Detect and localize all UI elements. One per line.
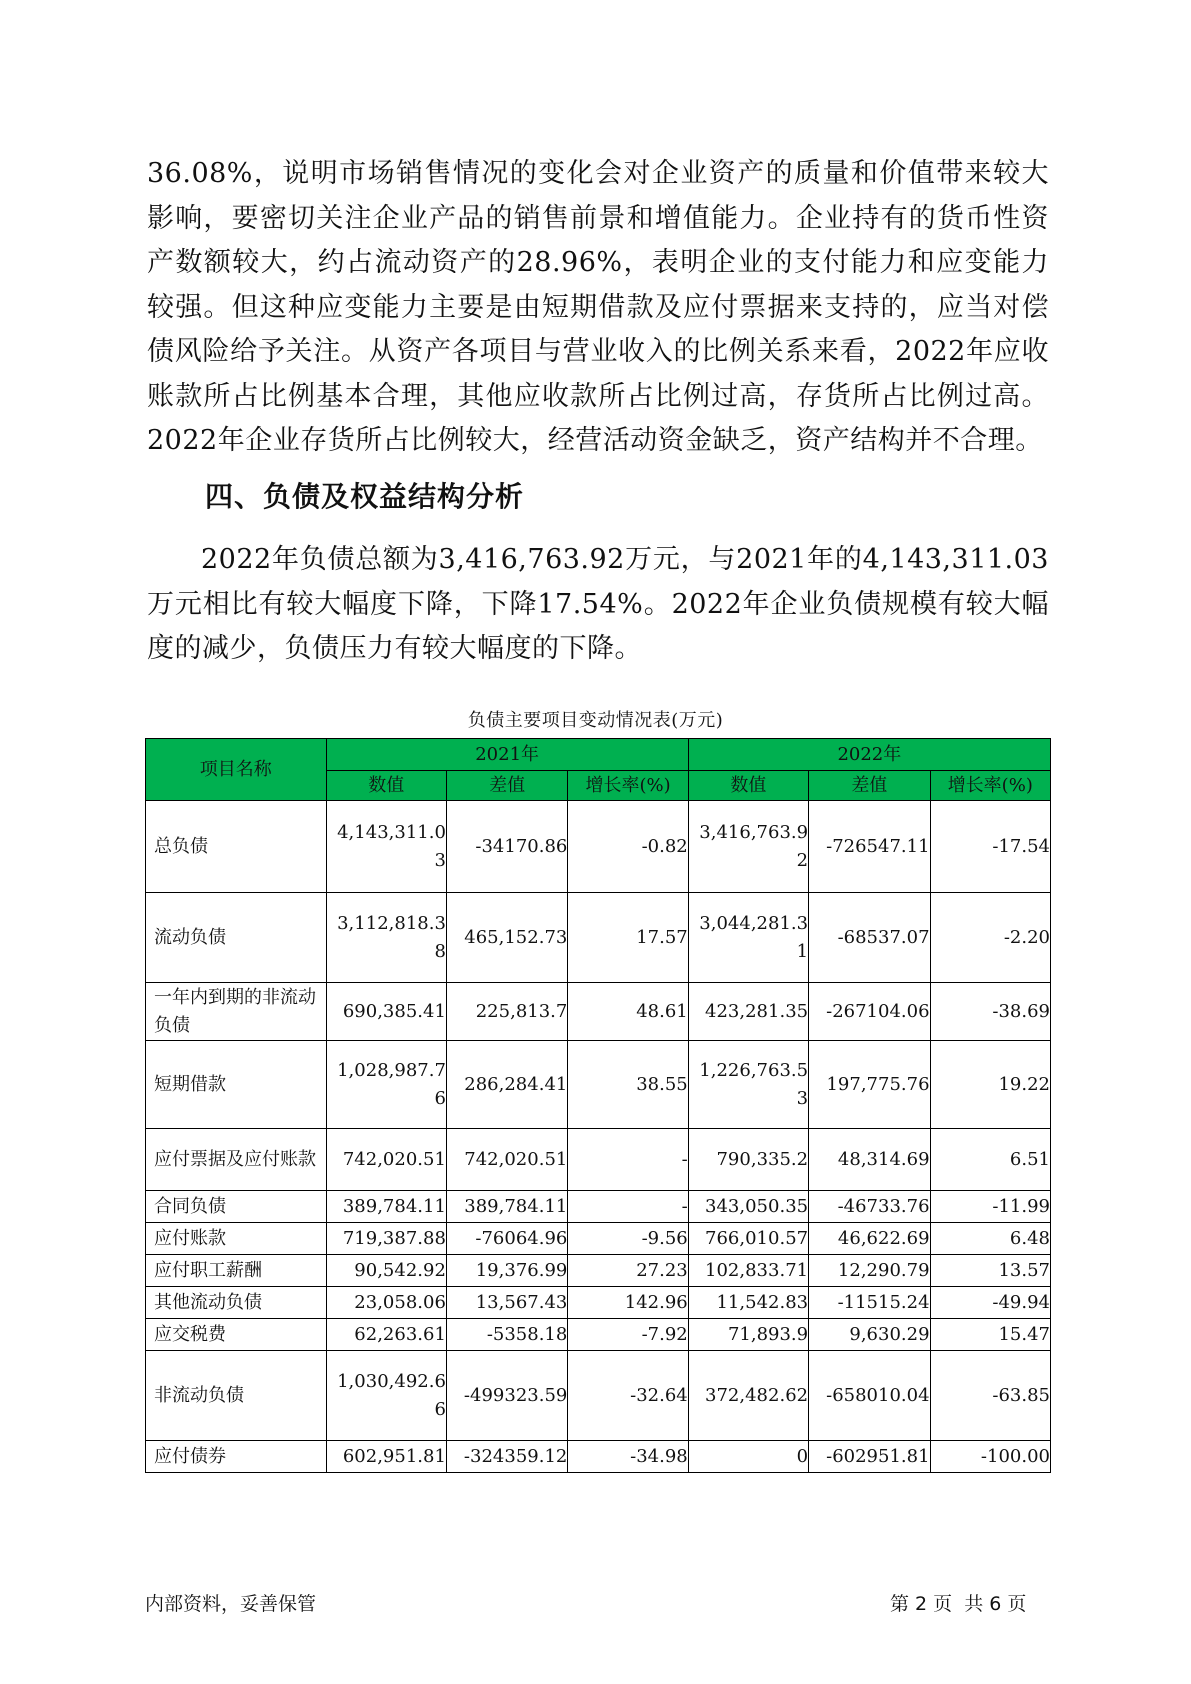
row-item-name: 流动负债 <box>146 893 327 983</box>
cell-growth-2021: 17.57 <box>568 893 688 983</box>
cell-diff-2022: -726547.11 <box>809 801 930 893</box>
header-year-2021: 2021年 <box>326 739 688 771</box>
cell-growth-2022: 6.48 <box>930 1223 1050 1255</box>
cell-diff-2022: 9,630.29 <box>809 1319 930 1351</box>
row-item-name: 应付职工薪酬 <box>146 1255 327 1287</box>
cell-value-2022: 0 <box>688 1441 808 1473</box>
table-row <box>146 1287 1051 1319</box>
cell-growth-2021: 142.96 <box>568 1287 688 1319</box>
cell-growth-2022: -11.99 <box>930 1191 1050 1223</box>
cell-value-2021: 4,143,311.03 <box>326 801 446 893</box>
cell-value-2022: 11,542.83 <box>688 1287 808 1319</box>
row-item-name: 短期借款 <box>146 1041 327 1129</box>
table-row <box>146 1191 1051 1223</box>
row-item-name: 应付票据及应付账款 <box>146 1129 327 1191</box>
cell-diff-2021: 13,567.43 <box>446 1287 567 1319</box>
cell-growth-2021: - <box>568 1129 688 1191</box>
body-paragraph-1: 36.08%，说明市场销售情况的变化会对企业资产的质量和价值带来较大影响，要密切关注企业产品的销售前景和增值能力。企业持有的货币性资产数额较大，约占流动资产的28.96%，表明企业的支付能力和应变能力较强。但这种应变能力主要是由短期借款及应付票据来支持的，应当对偿债风险给予关注。从资产各项目与营业收入的比例关系来看，2022年应收账款所占比例基本合理，其他应收款所占比例过高，存货所占比例过高。2022年企业存货所占比例较大，经营活动资金缺乏，资产结构并不合理。 <box>147 158 1049 456</box>
cell-value-2021: 3,112,818.38 <box>326 893 446 983</box>
cell-diff-2022: -602951.81 <box>809 1441 930 1473</box>
table-row <box>146 983 1051 1041</box>
row-item-name: 应付账款 <box>146 1223 327 1255</box>
cell-diff-2022: -11515.24 <box>809 1287 930 1319</box>
cell-growth-2021: -7.92 <box>568 1319 688 1351</box>
cell-diff-2022: -658010.04 <box>809 1351 930 1441</box>
table-row <box>146 893 1051 983</box>
cell-value-2022: 343,050.35 <box>688 1191 808 1223</box>
cell-value-2021: 389,784.11 <box>326 1191 446 1223</box>
cell-diff-2022: 46,622.69 <box>809 1223 930 1255</box>
cell-diff-2022: -267104.06 <box>809 983 930 1041</box>
cell-growth-2022: -2.20 <box>930 893 1050 983</box>
cell-diff-2022: -68537.07 <box>809 893 930 983</box>
cell-value-2022: 102,833.71 <box>688 1255 808 1287</box>
cell-growth-2021: -9.56 <box>568 1223 688 1255</box>
cell-value-2022: 3,044,281.31 <box>688 893 808 983</box>
cell-growth-2022: -100.00 <box>930 1441 1050 1473</box>
row-item-name: 其他流动负债 <box>146 1287 327 1319</box>
cell-diff-2021: -34170.86 <box>446 801 567 893</box>
cell-value-2021: 719,387.88 <box>326 1223 446 1255</box>
row-item-name: 非流动负债 <box>146 1351 327 1441</box>
cell-value-2022: 766,010.57 <box>688 1223 808 1255</box>
cell-diff-2022: 197,775.76 <box>809 1041 930 1129</box>
section-heading: 四、负债及权益结构分析 <box>205 480 525 513</box>
cell-diff-2021: 465,152.73 <box>446 893 567 983</box>
cell-diff-2021: -324359.12 <box>446 1441 567 1473</box>
cell-diff-2021: 286,284.41 <box>446 1041 567 1129</box>
cell-growth-2022: -38.69 <box>930 983 1050 1041</box>
cell-diff-2021: -76064.96 <box>446 1223 567 1255</box>
row-item-name: 总负债 <box>146 801 327 893</box>
cell-growth-2021: -34.98 <box>568 1441 688 1473</box>
table-row <box>146 1441 1051 1473</box>
table-caption: 负债主要项目变动情况表(万元) <box>467 710 724 731</box>
cell-diff-2021: 225,813.7 <box>446 983 567 1041</box>
cell-value-2022: 71,893.9 <box>688 1319 808 1351</box>
cell-growth-2022: -17.54 <box>930 801 1050 893</box>
cell-diff-2022: 48,314.69 <box>809 1129 930 1191</box>
footer-confidential-note: 内部资料，妥善保管 <box>145 1593 317 1615</box>
cell-value-2021: 742,020.51 <box>326 1129 446 1191</box>
cell-value-2021: 1,028,987.76 <box>326 1041 446 1129</box>
cell-growth-2021: -0.82 <box>568 801 688 893</box>
cell-value-2021: 1,030,492.66 <box>326 1351 446 1441</box>
cell-diff-2022: -46733.76 <box>809 1191 930 1223</box>
cell-value-2021: 62,263.61 <box>326 1319 446 1351</box>
cell-value-2021: 23,058.06 <box>326 1287 446 1319</box>
header-year-2022: 2022年 <box>688 739 1050 771</box>
table-row <box>146 1351 1051 1441</box>
cell-growth-2021: 38.55 <box>568 1041 688 1129</box>
cell-growth-2022: 13.57 <box>930 1255 1050 1287</box>
cell-value-2022: 3,416,763.92 <box>688 801 808 893</box>
cell-value-2022: 372,482.62 <box>688 1351 808 1441</box>
header-growth-2021: 增长率(%) <box>568 771 688 801</box>
cell-value-2022: 423,281.35 <box>688 983 808 1041</box>
cell-diff-2021: -499323.59 <box>446 1351 567 1441</box>
table-row <box>146 1319 1051 1351</box>
header-diff-2022: 差值 <box>809 771 930 801</box>
header-item-name: 项目名称 <box>146 739 327 801</box>
table-row <box>146 1255 1051 1287</box>
table-row <box>146 1129 1051 1191</box>
cell-growth-2021: - <box>568 1191 688 1223</box>
liability-table <box>145 738 1051 1473</box>
row-item-name: 合同负债 <box>146 1191 327 1223</box>
cell-value-2022: 1,226,763.53 <box>688 1041 808 1129</box>
body-paragraph-2: 2022年负债总额为3,416,763.92万元，与2021年的4,143,311.03万元相比有较大幅度下降，下降17.54%。2022年企业负债规模有较大幅度的减少，负债压力有较大幅度的下降。 <box>147 544 1049 664</box>
header-value-2022: 数值 <box>688 771 808 801</box>
cell-growth-2021: -32.64 <box>568 1351 688 1441</box>
cell-growth-2021: 27.23 <box>568 1255 688 1287</box>
cell-growth-2022: 6.51 <box>930 1129 1050 1191</box>
cell-value-2021: 690,385.41 <box>326 983 446 1041</box>
cell-growth-2022: 19.22 <box>930 1041 1050 1129</box>
header-growth-2022: 增长率(%) <box>930 771 1050 801</box>
cell-diff-2022: 12,290.79 <box>809 1255 930 1287</box>
cell-value-2021: 602,951.81 <box>326 1441 446 1473</box>
cell-growth-2022: -63.85 <box>930 1351 1050 1441</box>
header-value-2021: 数值 <box>326 771 446 801</box>
cell-growth-2022: -49.94 <box>930 1287 1050 1319</box>
footer-page-number: 第 2 页 共 6 页 <box>890 1593 1027 1615</box>
table-row <box>146 1223 1051 1255</box>
cell-growth-2021: 48.61 <box>568 983 688 1041</box>
cell-diff-2021: 389,784.11 <box>446 1191 567 1223</box>
table-row <box>146 801 1051 893</box>
cell-value-2021: 90,542.92 <box>326 1255 446 1287</box>
cell-diff-2021: 742,020.51 <box>446 1129 567 1191</box>
row-item-name: 一年内到期的非流动负债 <box>146 983 327 1041</box>
cell-diff-2021: -5358.18 <box>446 1319 567 1351</box>
row-item-name: 应付债券 <box>146 1441 327 1473</box>
cell-growth-2022: 15.47 <box>930 1319 1050 1351</box>
table-row <box>146 1041 1051 1129</box>
cell-value-2022: 790,335.2 <box>688 1129 808 1191</box>
header-diff-2021: 差值 <box>446 771 567 801</box>
row-item-name: 应交税费 <box>146 1319 327 1351</box>
cell-diff-2021: 19,376.99 <box>446 1255 567 1287</box>
